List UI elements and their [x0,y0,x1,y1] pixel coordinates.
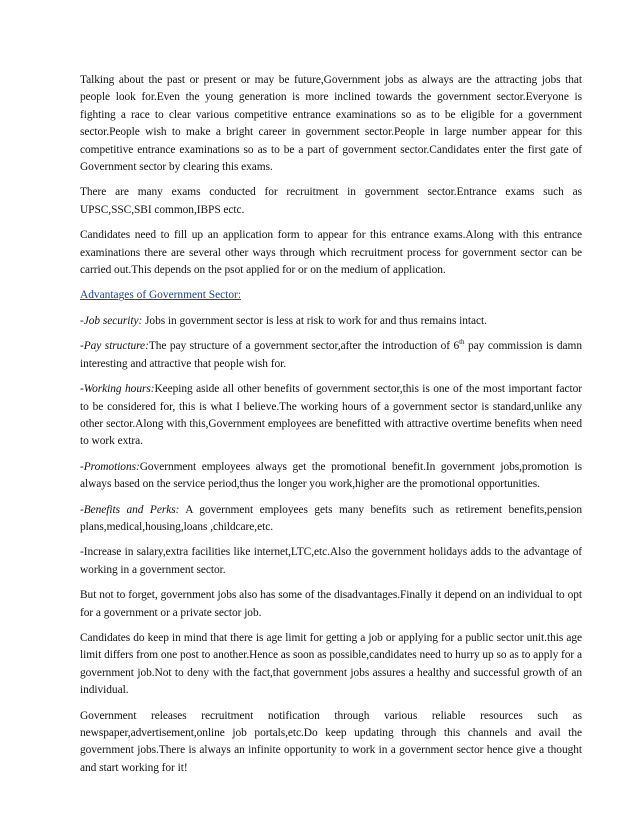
promotions-lead: -Promotions: [80,460,140,473]
pay-structure-item [80,338,582,373]
job-security-item [80,313,582,330]
benefits-item [80,502,582,537]
working-hours-text: Keeping aside all other benefits of government sector,this is one of the most important factor to be considered for, this is what I believe.The working hours of a government sector is standard,unlike any other sector.Along with this,Government employees are benefitted with attractive overtime benefits when need to work extra. [80,383,582,448]
benefits-lead: -Benefits and Perks: [80,503,180,516]
promotions-item [80,459,582,494]
disadvantages-paragraph: But not to forget, government jobs also has some of the disadvantages.Finally it depend on an individual to opt for a government or a private sector job. [80,589,582,619]
application-paragraph: Candidates need to fill up an application form to appear for this entrance exams.Along with this entrance examinations there are several other ways through which recruitment process for government sector can be carried out.This depends on the psot applied for or on the medium of application. [80,229,582,277]
ordinal-superscript: th [459,338,465,347]
working-hours-lead: -Working hours: [80,383,155,396]
exams-paragraph: There are many exams conducted for recruitment in government sector.Entrance exams such as UPSC,SSC,SBI common,IBPS ectc. [80,186,582,216]
intro-paragraph: Talking about the past or present or may be future,Government jobs as always are the attracting jobs that people look for.Even the young generation is more inclined towards the government sector.Everyone is fighting a race to clear various competitive entrance examinations so as to be eligible for a government sector.People wish to make a bright career in government sector.People in large number appear for this competitive entrance examinations so as to be a part of government sector.Candidates enter the first gate of Government sector by clearing this exams. [80,74,582,174]
advantages-heading-link[interactable]: Advantages of Government Sector: [80,289,242,302]
recruitment-notification-paragraph: Government releases recruitment notification through various reliable resources such as newspaper,advertisement,online job portals,etc.Do keep updating through this channels and avail the government jobs.There is always an infinite opportunity to work in a government sector hence give a thought and start working for it! [80,709,582,774]
benefits-text: A government employees gets many benefits such as retirement benefits,pension plans,medical,housing,loans ,childcare,etc. [80,503,583,533]
job-security-lead: -Job security: [80,314,143,327]
pay-structure-lead: -Pay structure: [80,340,149,353]
working-hours-item [80,381,582,451]
pay-structure-text-after: pay commission is damn interesting and attractive that people wish for. [80,340,582,370]
pay-structure-text-before: The pay structure of a government sector,after the introduction of 6 [148,340,460,353]
job-security-text: Jobs in government sector is less at risk to work for and thus remains intact. [142,314,487,327]
age-limit-paragraph: Candidates do keep in mind that there is age limit for getting a job or applying for a public sector unit.this age limit differs from one post to another.Hence as soon as possible,candidates need to hurry up so as to apply for a government job.Not to deny with the fact,that government jobs assures a healthy and successful growth of an individual. [80,631,582,697]
salary-item: -Increase in salary,extra facilities like internet,LTC,etc.Also the government holidays adds to the advantage of working in a government sector. [80,546,582,576]
promotions-text: Government employees always get the promotional benefit.In government jobs,promotion is always based on the service period,thus the longer you work,higher are the promotional opportunities. [80,460,582,491]
